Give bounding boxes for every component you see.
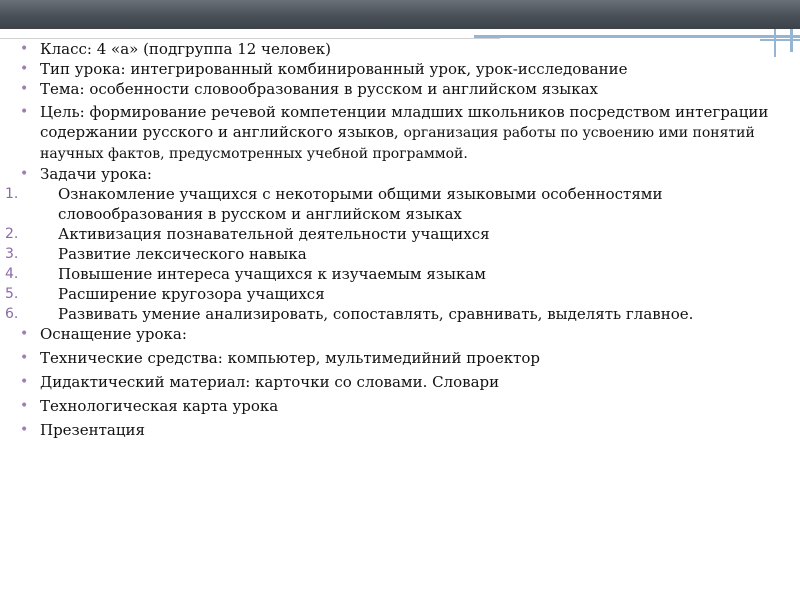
equipment-text: Технологическая карта урока — [40, 397, 279, 415]
equipment-item — [0, 348, 790, 368]
list-item — [0, 79, 790, 99]
number-marker: 5. — [5, 286, 19, 302]
number-marker: 1. — [5, 186, 19, 202]
top-bar — [0, 0, 800, 29]
bullet-icon: • — [20, 398, 29, 414]
equipment-text: Оснащение урока: — [40, 325, 187, 343]
task-text: Развивать умение анализировать, сопоставлять, сравнивать, выделять главное. — [58, 305, 694, 323]
equipment-text: Презентация — [40, 421, 145, 439]
task-item — [0, 264, 790, 284]
task-item — [0, 244, 790, 264]
tasks-heading-text: Задачи урока: — [40, 165, 152, 183]
bullet-icon: • — [20, 350, 29, 366]
bullet-icon: • — [20, 104, 29, 120]
number-marker: 3. — [5, 246, 19, 262]
task-text: Активизация познавательной деятельности учащихся — [58, 225, 490, 243]
slide — [0, 29, 800, 600]
list-item — [0, 39, 790, 59]
equipment-item — [0, 420, 790, 440]
task-text: Развитие лексического навыка — [58, 245, 307, 263]
bullet-icon: • — [20, 41, 29, 57]
task-text: Повышение интереса учащихся к изучаемым языкам — [58, 265, 486, 283]
bullet-icon: • — [20, 166, 29, 182]
task-item — [0, 304, 790, 324]
list-item — [0, 59, 790, 79]
number-marker: 4. — [5, 266, 19, 282]
bullet-icon: • — [20, 374, 29, 390]
decor-accent-horizontal — [474, 35, 800, 38]
list-item-text: Класс: 4 «а» (подгруппа 12 человек) — [40, 40, 331, 58]
task-item — [0, 224, 790, 244]
tasks-heading — [0, 164, 790, 184]
equipment-item — [0, 324, 790, 344]
equipment-text: Дидактический материал: карточки со словами. Словари — [40, 373, 500, 391]
bullet-icon: • — [20, 326, 29, 342]
equipment-item — [0, 396, 790, 416]
equipment-item — [0, 372, 790, 392]
bullet-icon: • — [20, 61, 29, 77]
number-marker: 6. — [5, 306, 19, 322]
task-text: Расширение кругозора учащихся — [58, 285, 325, 303]
number-marker: 2. — [5, 226, 19, 242]
task-item — [0, 284, 790, 304]
list-item-text: Тема: особенности словообразования в русском и английском языках — [40, 80, 599, 98]
equipment-text: Технические средства: компьютер, мультимедийний проектор — [40, 349, 541, 367]
slide-content — [0, 39, 790, 440]
list-item-text: Тип урока: интегрированный комбинированный урок, урок-исследование — [40, 60, 628, 78]
task-item — [0, 184, 790, 224]
goal-item — [0, 102, 790, 164]
bullet-icon: • — [20, 81, 29, 97]
goal-text: Цель: формирование речевой компетенции младших школьников посредством интеграции содержании русского и английского языков, — [40, 103, 769, 141]
task-text: Ознакомление учащихся с некоторыми общими языковыми особенностями словообразования в русском и английском языках — [58, 185, 663, 223]
goal-text-small: организация работы по усвоению ими понятий научных фактов, предусмотренных учебной программой. — [40, 125, 755, 162]
bullet-icon: • — [20, 422, 29, 438]
